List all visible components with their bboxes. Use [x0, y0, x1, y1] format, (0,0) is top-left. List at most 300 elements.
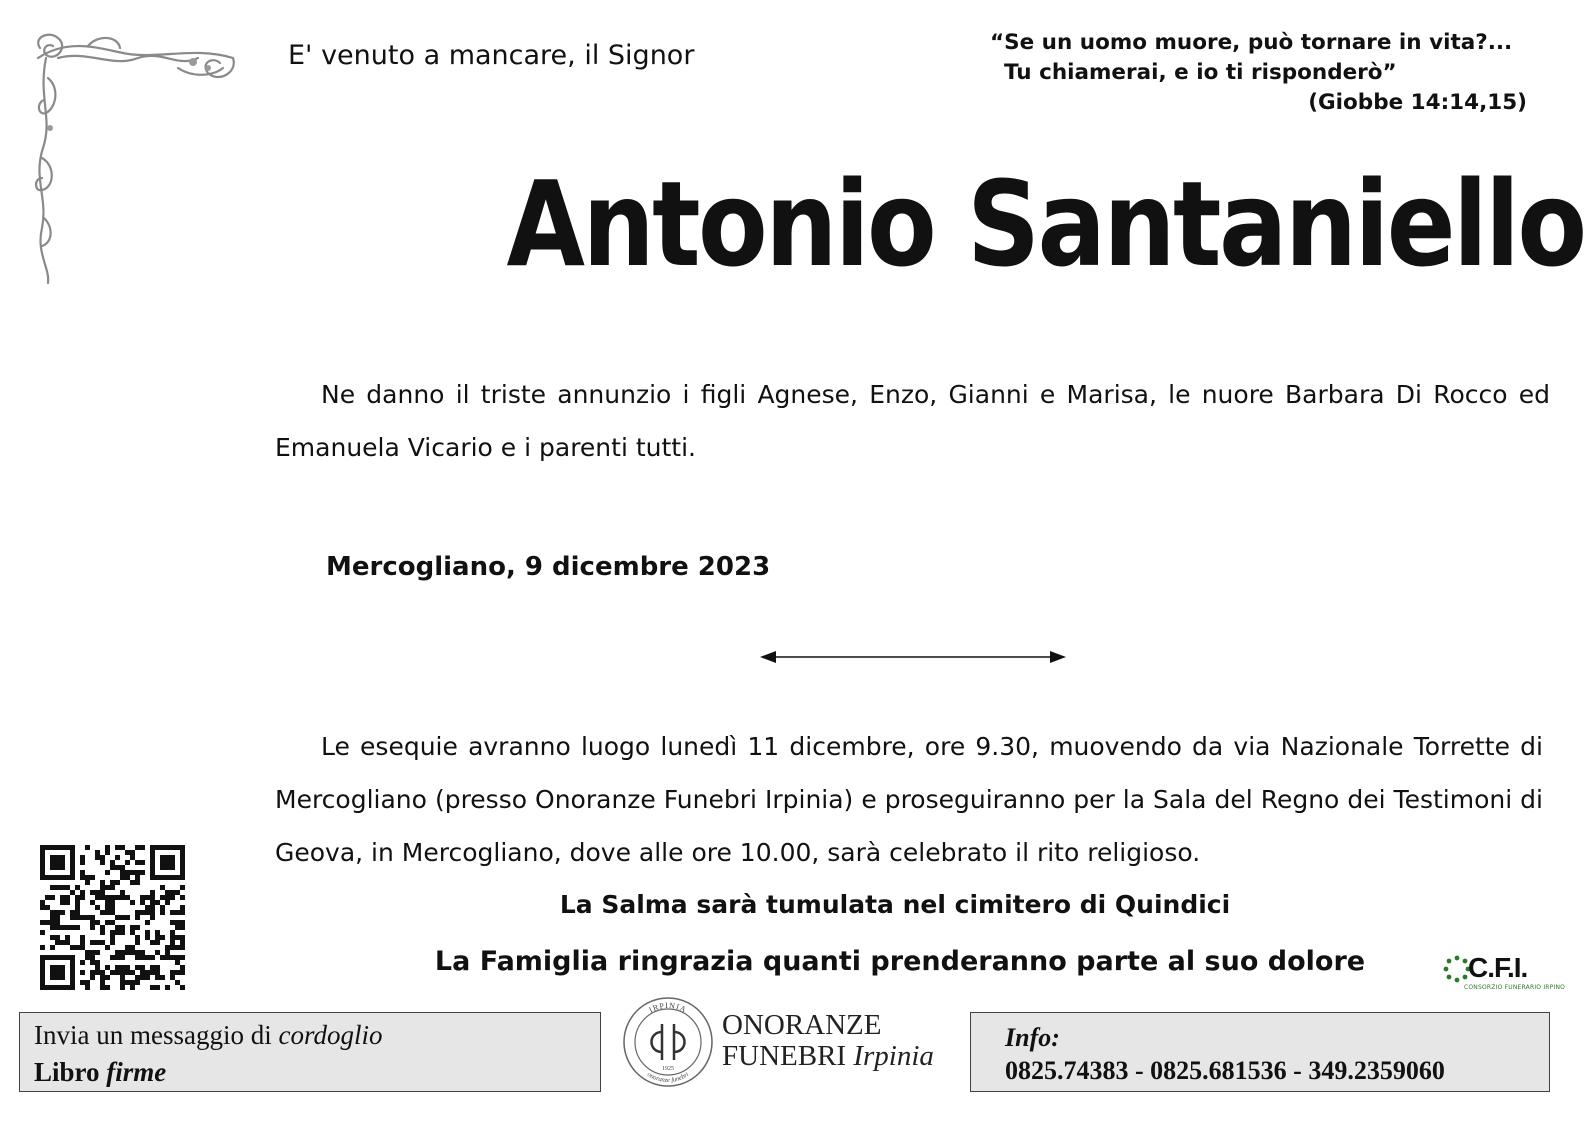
seal-bottom-text: onoranze funebri — [645, 1071, 691, 1085]
guestbook-italic: firme — [106, 1057, 167, 1087]
place-date: Mercogliano, 9 dicembre 2023 — [326, 552, 771, 582]
qr-module — [110, 860, 115, 865]
qr-module — [125, 860, 130, 865]
qr-module — [160, 905, 165, 910]
qr-module — [175, 920, 180, 925]
qr-module — [120, 925, 125, 930]
qr-module — [140, 845, 145, 850]
qr-module — [155, 985, 160, 990]
qr-module — [90, 900, 95, 905]
family-thanks: La Famiglia ringrazia quanti prenderanno parte al suo dolore — [434, 946, 1366, 977]
qr-module — [165, 945, 170, 950]
qr-module — [110, 920, 115, 925]
qr-module — [55, 925, 60, 930]
qr-module — [40, 905, 45, 910]
qr-module — [65, 940, 70, 945]
qr-module — [95, 940, 100, 945]
qr-module — [135, 940, 140, 945]
qr-module — [100, 925, 105, 930]
qr-module — [160, 955, 165, 960]
qr-module — [165, 955, 170, 960]
qr-module — [130, 985, 135, 990]
agency-seal-icon — [618, 990, 718, 1090]
qr-module — [120, 895, 125, 900]
qr-module — [120, 870, 125, 875]
condolence-link[interactable] — [34, 1017, 586, 1054]
agency-line-2 — [722, 1041, 934, 1072]
qr-module — [65, 895, 70, 900]
qr-module — [170, 945, 175, 950]
qr-module — [130, 980, 135, 985]
qr-module — [70, 925, 75, 930]
qr-module — [180, 940, 185, 945]
qr-module — [115, 845, 120, 850]
qr-module — [130, 880, 135, 885]
qr-module — [180, 885, 185, 890]
qr-module — [100, 980, 105, 985]
qr-module — [180, 910, 185, 915]
qr-module — [80, 855, 85, 860]
qr-module — [75, 915, 80, 920]
qr-module — [150, 940, 155, 945]
qr-module — [130, 945, 135, 950]
qr-module — [120, 915, 125, 920]
qr-module — [90, 970, 95, 975]
qr-module — [135, 845, 140, 850]
qr-module — [140, 895, 145, 900]
qr-module — [130, 870, 135, 875]
qr-module — [70, 910, 75, 915]
qr-module — [115, 950, 120, 955]
qr-module — [105, 900, 110, 905]
qr-module — [80, 875, 85, 880]
qr-module — [140, 860, 145, 865]
qr-module — [55, 920, 60, 925]
qr-module — [150, 965, 155, 970]
qr-module — [100, 895, 105, 900]
qr-module — [155, 965, 160, 970]
qr-module — [140, 975, 145, 980]
qr-module — [90, 915, 95, 920]
qr-code-icon[interactable] — [40, 845, 185, 990]
qr-module — [150, 890, 155, 895]
qr-module — [65, 900, 70, 905]
info-box — [970, 1012, 1550, 1092]
qr-module — [115, 925, 120, 930]
qr-module — [160, 910, 165, 915]
qr-module — [120, 930, 125, 935]
qr-module — [110, 940, 115, 945]
agency-line-2a: FUNEBRI — [722, 1040, 854, 1072]
agency-name — [722, 1010, 934, 1072]
qr-module — [120, 970, 125, 975]
qr-module — [150, 910, 155, 915]
intro-text: E' venuto a mancare, il Signor — [288, 40, 695, 71]
qr-module — [120, 965, 125, 970]
qr-module — [125, 965, 130, 970]
qr-module — [50, 885, 55, 890]
qr-module — [80, 860, 85, 865]
qr-module — [145, 930, 150, 935]
condolence-prefix: Invia un messaggio di — [34, 1020, 279, 1050]
qr-module — [105, 920, 110, 925]
seal-year: 1925 — [662, 1066, 674, 1072]
qr-module — [110, 900, 115, 905]
qr-module — [125, 875, 130, 880]
qr-module — [150, 955, 155, 960]
guestbook-prefix: Libro — [34, 1057, 107, 1087]
qr-module — [155, 970, 160, 975]
qr-module — [85, 880, 90, 885]
qr-module — [180, 920, 185, 925]
qr-module — [50, 915, 55, 920]
qr-module — [90, 925, 95, 930]
qr-module — [85, 980, 90, 985]
qr-module — [135, 915, 140, 920]
qr-module — [175, 960, 180, 965]
qr-module — [100, 985, 105, 990]
qr-module — [55, 915, 60, 920]
qr-module — [85, 985, 90, 990]
qr-module — [105, 910, 110, 915]
info-label: Info: — [1005, 1023, 1060, 1052]
qr-module — [60, 895, 65, 900]
qr-module — [85, 845, 90, 850]
qr-module — [70, 945, 75, 950]
qr-module — [145, 935, 150, 940]
qr-module — [80, 980, 85, 985]
qr-module — [105, 985, 110, 990]
qr-module — [110, 970, 115, 975]
qr-module — [40, 920, 45, 925]
qr-module — [105, 975, 110, 980]
qr-module — [80, 960, 85, 965]
qr-module — [60, 940, 65, 945]
svg-text:IRPINIA — [647, 1001, 688, 1015]
qr-module — [135, 975, 140, 980]
qr-module — [175, 955, 180, 960]
qr-module — [80, 935, 85, 940]
qr-module — [40, 945, 45, 950]
qr-module — [150, 900, 155, 905]
qr-module — [80, 970, 85, 975]
cfi-logo — [1442, 950, 1566, 996]
qr-module — [50, 920, 55, 925]
qr-module — [175, 910, 180, 915]
qr-module — [150, 915, 155, 920]
qr-module — [65, 925, 70, 930]
qr-module — [155, 975, 160, 980]
qr-module — [85, 950, 90, 955]
qr-module — [60, 885, 65, 890]
qr-module — [170, 970, 175, 975]
qr-module — [170, 890, 175, 895]
qr-module — [75, 945, 80, 950]
qr-module — [135, 880, 140, 885]
qr-module — [100, 855, 105, 860]
qr-module — [140, 955, 145, 960]
qr-module — [50, 965, 65, 980]
qr-module — [60, 900, 65, 905]
seal-top-text: IRPINIA — [647, 1000, 689, 1015]
qr-module — [150, 895, 155, 900]
qr-module — [175, 925, 180, 930]
qr-module — [130, 855, 135, 860]
qr-module — [170, 895, 175, 900]
qr-module — [100, 975, 105, 980]
qr-module — [180, 895, 185, 900]
qr-module — [125, 945, 130, 950]
qr-module — [55, 885, 60, 890]
qr-module — [145, 895, 150, 900]
qr-module — [155, 900, 160, 905]
qr-module — [90, 950, 95, 955]
qr-module — [105, 850, 110, 855]
agency-line-1: ONORANZE — [722, 1009, 882, 1041]
qr-module — [135, 860, 140, 865]
qr-module — [105, 965, 110, 970]
qr-module — [50, 935, 55, 940]
qr-module — [95, 895, 100, 900]
announcement-paragraph — [275, 368, 1550, 474]
qr-module — [95, 965, 100, 970]
qr-module — [180, 905, 185, 910]
qr-module — [80, 940, 85, 945]
qr-module — [125, 970, 130, 975]
guestbook-link[interactable] — [34, 1054, 586, 1091]
funeral-text: Le esequie avranno luogo lunedì 11 dicembre, ore 9.30, muovendo da via Nazionale Torrette di Mercogliano (presso Onoranze Funebri Irpinia) e proseguiranno per la Sala del Regno dei Testimoni di Geova, in Mercogliano, dove alle ore 10.00, sarà celebrato il rito religioso. — [275, 732, 1543, 867]
qr-module — [125, 895, 130, 900]
qr-module — [165, 895, 170, 900]
qr-module — [160, 885, 165, 890]
qr-module — [60, 910, 65, 915]
qr-module — [50, 855, 65, 870]
qr-module — [105, 845, 110, 850]
qr-module — [100, 970, 105, 975]
qr-module — [145, 955, 150, 960]
qr-module — [125, 980, 130, 985]
qr-module — [50, 945, 55, 950]
cfi-label: C.F.I. — [1468, 952, 1528, 983]
qr-module — [125, 950, 130, 955]
qr-module — [170, 940, 175, 945]
qr-module — [105, 885, 110, 890]
qr-module — [120, 975, 125, 980]
qr-module — [95, 950, 100, 955]
qr-module — [50, 925, 55, 930]
qr-module — [60, 925, 65, 930]
qr-module — [175, 970, 180, 975]
qr-module — [95, 890, 100, 895]
qr-module — [140, 970, 145, 975]
double-headed-arrow-icon — [758, 648, 1068, 666]
qr-module — [75, 885, 80, 890]
condolence-box[interactable] — [19, 1012, 601, 1092]
qr-module — [170, 930, 175, 935]
qr-module — [75, 895, 80, 900]
qr-module — [170, 920, 175, 925]
qr-module — [65, 885, 70, 890]
svg-text:onoranze funebri — [646, 1071, 690, 1084]
qr-module — [115, 880, 120, 885]
qr-module — [130, 970, 135, 975]
qr-module — [130, 930, 135, 935]
qr-module — [165, 950, 170, 955]
qr-module — [115, 865, 120, 870]
burial-notice: La Salma sarà tumulata nel cimitero di Quindici — [559, 890, 1231, 919]
qr-module — [165, 890, 170, 895]
qr-module — [170, 975, 175, 980]
qr-module — [145, 905, 150, 910]
qr-module — [45, 920, 50, 925]
qr-module — [120, 865, 125, 870]
qr-module — [180, 970, 185, 975]
qr-module — [155, 940, 160, 945]
qr-module — [155, 935, 160, 940]
condolence-italic: cordoglio — [278, 1020, 383, 1050]
qr-module — [45, 905, 50, 910]
qr-module — [175, 890, 180, 895]
qr-module — [100, 880, 105, 885]
qr-module — [155, 930, 160, 935]
funeral-paragraph — [275, 720, 1543, 879]
qr-module — [110, 910, 115, 915]
qr-module — [80, 895, 85, 900]
qr-module — [125, 915, 130, 920]
qr-module — [95, 960, 100, 965]
qr-module — [50, 910, 55, 915]
qr-module — [85, 915, 90, 920]
qr-module — [85, 955, 90, 960]
qr-module — [115, 955, 120, 960]
qr-module — [130, 950, 135, 955]
qr-module — [90, 890, 95, 895]
qr-module — [170, 910, 175, 915]
qr-module — [160, 975, 165, 980]
qr-module — [90, 875, 95, 880]
qr-module — [120, 985, 125, 990]
qr-module — [115, 915, 120, 920]
qr-module — [115, 970, 120, 975]
qr-module — [100, 910, 105, 915]
qr-module — [105, 895, 110, 900]
phone-numbers[interactable]: 0825.74383 - 0825.681536 - 349.2359060 — [1005, 1056, 1445, 1085]
qr-module — [150, 905, 155, 910]
qr-module — [170, 935, 175, 940]
qr-module — [70, 915, 75, 920]
qr-module — [90, 955, 95, 960]
qr-module — [45, 895, 50, 900]
qr-module — [95, 905, 100, 910]
qr-module — [125, 850, 130, 855]
qr-module — [135, 870, 140, 875]
qr-module — [100, 885, 105, 890]
qr-module — [80, 945, 85, 950]
qr-module — [150, 970, 155, 975]
qr-module — [120, 980, 125, 985]
qr-module — [145, 970, 150, 975]
agency-line-2b: Irpinia — [853, 1040, 934, 1072]
qr-module — [110, 930, 115, 935]
qr-module — [105, 905, 110, 910]
qr-module — [75, 925, 80, 930]
qr-module — [115, 895, 120, 900]
qr-module — [170, 955, 175, 960]
qr-module — [95, 855, 100, 860]
qr-module — [110, 955, 115, 960]
qr-module — [165, 985, 170, 990]
qr-module — [50, 895, 55, 900]
qr-module — [120, 955, 125, 960]
qr-module — [135, 925, 140, 930]
qr-module — [120, 875, 125, 880]
qr-module — [110, 905, 115, 910]
qr-module — [100, 860, 105, 865]
qr-module — [55, 940, 60, 945]
qr-module — [55, 910, 60, 915]
qr-module — [70, 890, 75, 895]
qr-module — [55, 935, 60, 940]
qr-module — [100, 930, 105, 935]
qr-module — [130, 925, 135, 930]
qr-module — [110, 895, 115, 900]
qr-module — [75, 905, 80, 910]
qr-module — [40, 900, 45, 905]
qr-module — [115, 855, 120, 860]
qr-module — [85, 875, 90, 880]
qr-module — [140, 965, 145, 970]
qr-module — [140, 870, 145, 875]
deceased-name: Antonio Santaniello — [506, 155, 1585, 293]
qr-module — [115, 965, 120, 970]
qr-module — [155, 950, 160, 955]
qr-module — [95, 920, 100, 925]
qr-module — [135, 910, 140, 915]
qr-module — [120, 950, 125, 955]
qr-module — [140, 910, 145, 915]
qr-module — [160, 895, 165, 900]
floral-corner-ornament-icon — [28, 28, 243, 290]
qr-module — [100, 940, 105, 945]
qr-module — [115, 930, 120, 935]
qr-module — [125, 870, 130, 875]
qr-module — [175, 945, 180, 950]
qr-module — [90, 960, 95, 965]
quote-reference: (Giobbe 14:14,15) — [1308, 90, 1527, 115]
qr-module — [105, 870, 110, 875]
qr-module — [80, 915, 85, 920]
cfi-subtitle: CONSORZIO FUNERARIO IRPINO — [1464, 984, 1566, 991]
qr-module — [135, 965, 140, 970]
qr-module — [175, 935, 180, 940]
qr-module — [110, 865, 115, 870]
qr-module — [135, 875, 140, 880]
qr-module — [75, 910, 80, 915]
qr-module — [145, 975, 150, 980]
qr-module — [135, 950, 140, 955]
qr-module — [135, 955, 140, 960]
qr-module — [180, 935, 185, 940]
qr-module — [100, 890, 105, 895]
quote-line-2: Tu chiamerai, e io ti risponderò” — [1004, 60, 1397, 85]
qr-module — [80, 890, 85, 895]
qr-module — [120, 845, 125, 850]
qr-module — [145, 910, 150, 915]
qr-module — [65, 935, 70, 940]
qr-module — [130, 900, 135, 905]
announcement-text: Ne danno il triste annunzio i figli Agnese, Enzo, Gianni e Marisa, le nuore Barbara Di Rocco ed Emanuela Vicario e i parenti tutti. — [275, 380, 1550, 462]
qr-module — [160, 935, 165, 940]
